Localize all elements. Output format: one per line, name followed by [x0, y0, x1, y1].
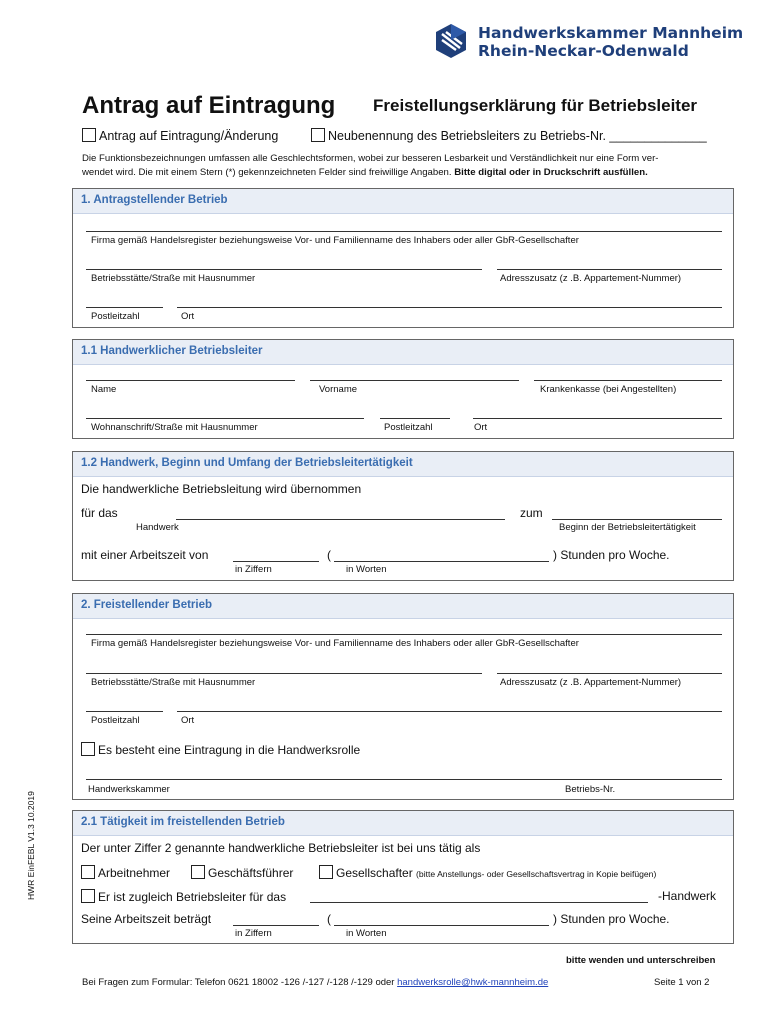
- plz-label: Postleitzahl: [91, 715, 140, 726]
- addr-label: Adresszusatz (z .B. Appartement-Nummer): [500, 677, 682, 688]
- fuer-das-text: für das: [81, 506, 118, 520]
- name-label: Name: [91, 384, 117, 395]
- section-handwerklicher-betriebsleiter: [72, 339, 734, 439]
- betriebsnr-label: Betriebs-Nr.: [565, 784, 616, 795]
- name-field[interactable]: [86, 380, 295, 381]
- ziffern-label: in Ziffern: [235, 564, 272, 575]
- beginn-label: Beginn der Betriebsleitertätigkeit: [559, 522, 696, 533]
- plz-field[interactable]: [380, 418, 450, 419]
- checkbox-geschaeftsfuehrer[interactable]: [191, 865, 205, 879]
- ziffern-field[interactable]: [233, 561, 319, 562]
- email-link[interactable]: handwerksrolle@hwk-mannheim.de: [397, 977, 549, 988]
- section-heading: 1.2 Handwerk, Beginn und Umfang der Betriebsleitertätigkeit: [73, 452, 733, 477]
- firma-label: Firma gemäß Handelsregister beziehungsweise Vor- und Familienname des Inhabers oder aller GbR-Gesellschafter: [91, 235, 579, 246]
- section-freistellender-betrieb: [72, 593, 734, 800]
- ziffern-field[interactable]: [233, 925, 319, 926]
- ziffern-label: in Ziffern: [235, 928, 272, 939]
- org-name-line1: Handwerkskammer Mannheim: [478, 24, 744, 42]
- handwerk-suffix: -Handwerk: [658, 889, 717, 903]
- street-label: Betriebsstätte/Straße mit Hausnummer: [91, 273, 256, 284]
- checkbox-gesellschafter[interactable]: [319, 865, 333, 879]
- vorname-field[interactable]: [310, 380, 519, 381]
- street-field[interactable]: [86, 673, 482, 674]
- section-antragstellender-betrieb: [72, 188, 734, 328]
- option-handwerksrolle[interactable]: Es besteht eine Eintragung in die Handwerksrolle: [81, 742, 360, 757]
- option-geschaeftsfuehrer[interactable]: Geschäftsführer: [191, 865, 293, 880]
- handwerk-field[interactable]: [176, 519, 505, 520]
- turn-over-note: bitte wenden und unterschreiben: [566, 955, 716, 966]
- checkbox-eintragung[interactable]: [82, 128, 96, 142]
- section-heading: 1.1 Handwerklicher Betriebsleiter: [73, 340, 733, 365]
- street-field[interactable]: [86, 269, 482, 270]
- plz-label: Postleitzahl: [384, 422, 433, 433]
- worten-label: in Worten: [346, 564, 387, 575]
- handwerk-field[interactable]: [310, 902, 648, 903]
- section-handwerk-beginn: 1.2 Handwerk, Beginn und Umfang der Betriebsleitertätigkeit Die handwerkliche Betriebsleitung wird übernommen für das zum Handwerk Beginn der Betriebsleitertätigkeit mit einer Arbeitszeit von ( ) Stunden pro Woche. in Ziffern in Worten: [72, 451, 734, 581]
- info-note: Die Funktionsbezeichnungen umfassen alle Geschlechtsformen, wobei zur besseren Lesbarkeit und Verständlichkeit nur eine Form ver- wendet wird. Die mit einem Stern (*) gekennzeichneten Felder sind freiwillige Angaben. Bitte digital oder in Druckschrift ausfüllen.: [82, 153, 659, 178]
- ort-label: Ort: [474, 422, 488, 433]
- org-name-line2: Rhein-Neckar-Odenwald: [478, 42, 689, 60]
- arbeitszeit-text: mit einer Arbeitszeit von: [81, 548, 209, 562]
- krankenkasse-label: Krankenkasse (bei Angestellten): [540, 384, 677, 395]
- street-label: Betriebsstätte/Straße mit Hausnummer: [91, 677, 256, 688]
- page-number: Seite 1 von 2: [654, 977, 710, 988]
- checkbox-arbeitnehmer[interactable]: [81, 865, 95, 879]
- firma-label: Firma gemäß Handelsregister beziehungsweise Vor- und Familienname des Inhabers oder aller GbR-Gesellschafter: [91, 638, 579, 649]
- ort-label: Ort: [181, 715, 195, 726]
- option-neubenennung[interactable]: Neubenennung des Betriebsleiters zu Betriebs-Nr. ______________: [311, 128, 707, 143]
- checkbox-zugleich-betriebsleiter[interactable]: [81, 889, 95, 903]
- intro-text: Die handwerkliche Betriebsleitung wird übernommen: [81, 482, 362, 496]
- checkbox-neubenennung[interactable]: [311, 128, 325, 142]
- arbeitszeit-text: Seine Arbeitszeit beträgt: [81, 912, 212, 926]
- section-heading: 1. Antragstellender Betrieb: [73, 189, 733, 214]
- hwk-betriebsnr-field[interactable]: [86, 779, 722, 780]
- worten-field[interactable]: [334, 561, 549, 562]
- addr-field[interactable]: [497, 269, 722, 270]
- intro-text: Der unter Ziffer 2 genannte handwerkliche Betriebsleiter ist bei uns tätig als: [81, 841, 481, 855]
- ort-label: Ort: [181, 311, 195, 322]
- stunden-text: ) Stunden pro Woche.: [553, 912, 670, 926]
- page-subtitle: Freistellungserklärung für Betriebsleiter: [373, 96, 698, 115]
- stunden-text: ) Stunden pro Woche.: [553, 548, 670, 562]
- krankenkasse-field[interactable]: [534, 380, 722, 381]
- contact-text: Bei Fragen zum Formular: Telefon 0621 18002 -126 /-127 /-128 /-129 oder handwerksrolle@hwk-mannheim.de: [82, 977, 549, 988]
- worten-label: in Worten: [346, 928, 387, 939]
- checkbox-handwerksrolle[interactable]: [81, 742, 95, 756]
- ort-field[interactable]: [473, 418, 722, 419]
- wohnanschrift-label: Wohnanschrift/Straße mit Hausnummer: [91, 422, 258, 433]
- ort-field[interactable]: [177, 307, 722, 308]
- hwk-label: Handwerkskammer: [88, 784, 170, 795]
- plz-label: Postleitzahl: [91, 311, 140, 322]
- wohnanschrift-field[interactable]: [86, 418, 364, 419]
- firma-field[interactable]: [86, 634, 722, 635]
- firma-field[interactable]: [86, 231, 722, 232]
- hwk-logo-icon: [432, 22, 470, 60]
- vorname-label: Vorname: [319, 384, 358, 395]
- option-eintragung[interactable]: Antrag auf Eintragung/Änderung: [82, 128, 278, 143]
- handwerk-label: Handwerk: [136, 522, 179, 533]
- ort-field[interactable]: [177, 711, 722, 712]
- worten-field[interactable]: [334, 925, 549, 926]
- option-arbeitnehmer[interactable]: Arbeitnehmer: [81, 865, 170, 880]
- option-zugleich-betriebsleiter[interactable]: Er ist zugleich Betriebsleiter für das: [81, 889, 286, 904]
- page-title: Antrag auf Eintragung: [82, 92, 336, 119]
- plz-field[interactable]: [86, 711, 163, 712]
- section-heading: 2.1 Tätigkeit im freistellenden Betrieb: [73, 811, 733, 836]
- addr-field[interactable]: [497, 673, 722, 674]
- beginn-field[interactable]: [552, 519, 722, 520]
- zum-text: zum: [520, 506, 543, 520]
- section-heading: 2. Freistellender Betrieb: [73, 594, 733, 619]
- option-gesellschafter[interactable]: Gesellschafter (bitte Anstellungs- oder Gesellschaftsvertrag in Kopie beifügen): [319, 865, 656, 880]
- form-version: HWR EinFEBL V1.3 10.2019: [26, 791, 36, 900]
- addr-label: Adresszusatz (z .B. Appartement-Nummer): [500, 273, 682, 284]
- plz-field[interactable]: [86, 307, 163, 308]
- section-taetigkeit: 2.1 Tätigkeit im freistellenden Betrieb Der unter Ziffer 2 genannte handwerkliche Betriebsleiter ist bei uns tätig als Arbeitnehmer Geschäftsführer Gesellschafter (bitte Anstellungs- oder Gesellschaftsvertrag in Kopie beifügen) Er ist zugleich Betriebsleiter für das -Handwerk Seine Arbeitszeit beträgt ( ) Stunden pro Woche. in Ziffern in Worten: [72, 810, 734, 944]
